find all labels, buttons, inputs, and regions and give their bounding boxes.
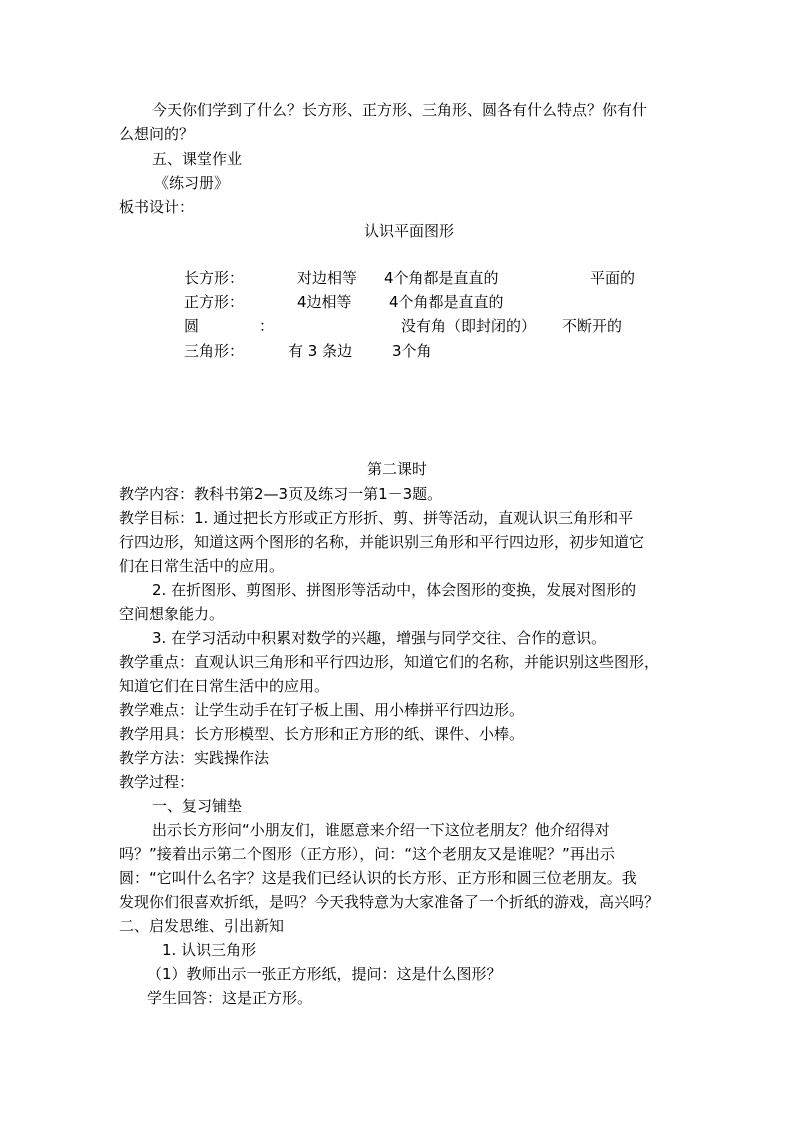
workbook-title: 《练习册》 xyxy=(154,174,230,192)
teaching-goal-line: 教学目标：1. 通过把长方形或正方形折、剪、拼等活动，直观认识三角形和平 xyxy=(119,509,634,527)
section-homework-heading: 五、课堂作业 xyxy=(152,150,243,168)
shape-feature-2: 3个角 xyxy=(392,342,432,360)
shape-name: 圆 xyxy=(184,317,200,335)
summary-question-line2: 么想问的？ xyxy=(119,125,195,143)
shape-feature-2: 4个角都是直直的 xyxy=(384,269,499,287)
teaching-goal-line: 3. 在学习活动中积累对数学的兴趣，增强与同学交往、合作的意识。 xyxy=(152,629,607,647)
teaching-goal-line: 行四边形，知道这两个图形的名称，并能识别三角形和平行四边形，初步知道它 xyxy=(119,533,645,551)
shape-feature-1: 有 3 条边 xyxy=(288,342,353,360)
shape-feature-3: 平面的 xyxy=(590,269,636,287)
shape-feature-2: 没有角（即封闭的） xyxy=(401,317,537,335)
summary-question-line1: 今天你们学到了什么？长方形、正方形、三角形、圆各有什么特点？你有什 xyxy=(152,101,648,119)
process-text-line: 圆：“它叫什么名字？这是我们已经认识的长方形、正方形和圆三位老朋友。我 xyxy=(119,869,637,887)
teaching-goal-line: 2. 在折图形、剪图形、拼图形等活动中，体会图形的变换，发展对图形的 xyxy=(152,581,637,599)
shape-feature-1: ： xyxy=(259,317,275,335)
teaching-difficulty: 教学难点：让学生动手在钉子板上围、用小棒拼平行四边形。 xyxy=(119,701,525,719)
shape-name: 三角形： xyxy=(184,342,245,360)
process-text-line: 发现你们很喜欢折纸，是吗？今天我特意为大家准备了一个折纸的游戏，高兴吗？ xyxy=(119,893,660,911)
process-text-line: 出示长方形问“小朋友们，谁愿意来介绍一下这位老朋友？他介绍得对 xyxy=(152,821,610,839)
process-text-line: （1）教师出示一张正方形纸，提问：这是什么图形？ xyxy=(147,965,502,983)
shape-feature-2: 4个角都是直直的 xyxy=(389,293,504,311)
triangle-subheading: 1. 认识三角形 xyxy=(162,941,257,959)
process-text-line: 学生回答：这是正方形。 xyxy=(147,989,313,1007)
shape-name: 长方形： xyxy=(184,269,245,287)
teaching-key-point: 教学重点：直观认识三角形和平行四边形，知道它们的名称，并能识别这些图形， xyxy=(119,653,660,671)
shape-name: 正方形： xyxy=(184,293,245,311)
teaching-method: 教学方法：实践操作法 xyxy=(119,749,270,767)
shape-feature-1: 对边相等 xyxy=(297,269,358,287)
teaching-key-point: 知道它们在日常生活中的应用。 xyxy=(119,677,330,695)
review-heading: 一、复习铺垫 xyxy=(152,797,243,815)
shape-feature-1: 4边相等 xyxy=(297,293,352,311)
lesson2-title: 第二课时 xyxy=(366,460,427,478)
teaching-content: 教学内容：教科书第2—3页及练习一第1－3题。 xyxy=(119,485,443,503)
teaching-tools: 教学用具：长方形模型、长方形和正方形的纸、课件、小棒。 xyxy=(119,725,525,743)
board-design-label: 板书设计： xyxy=(119,198,195,216)
shape-feature-3: 不断开的 xyxy=(562,317,623,335)
board-title: 认识平面图形 xyxy=(364,222,455,240)
process-text-line: 吗？”接着出示第二个图形（正方形），问：“这个老朋友又是谁呢？”再出示 xyxy=(119,845,615,863)
teaching-goal-line: 空间想象能力。 xyxy=(119,605,225,623)
new-knowledge-heading: 二、启发思维、引出新知 xyxy=(119,917,285,935)
teaching-goal-line: 们在日常生活中的应用。 xyxy=(119,557,285,575)
teaching-process-heading: 教学过程： xyxy=(119,773,195,791)
